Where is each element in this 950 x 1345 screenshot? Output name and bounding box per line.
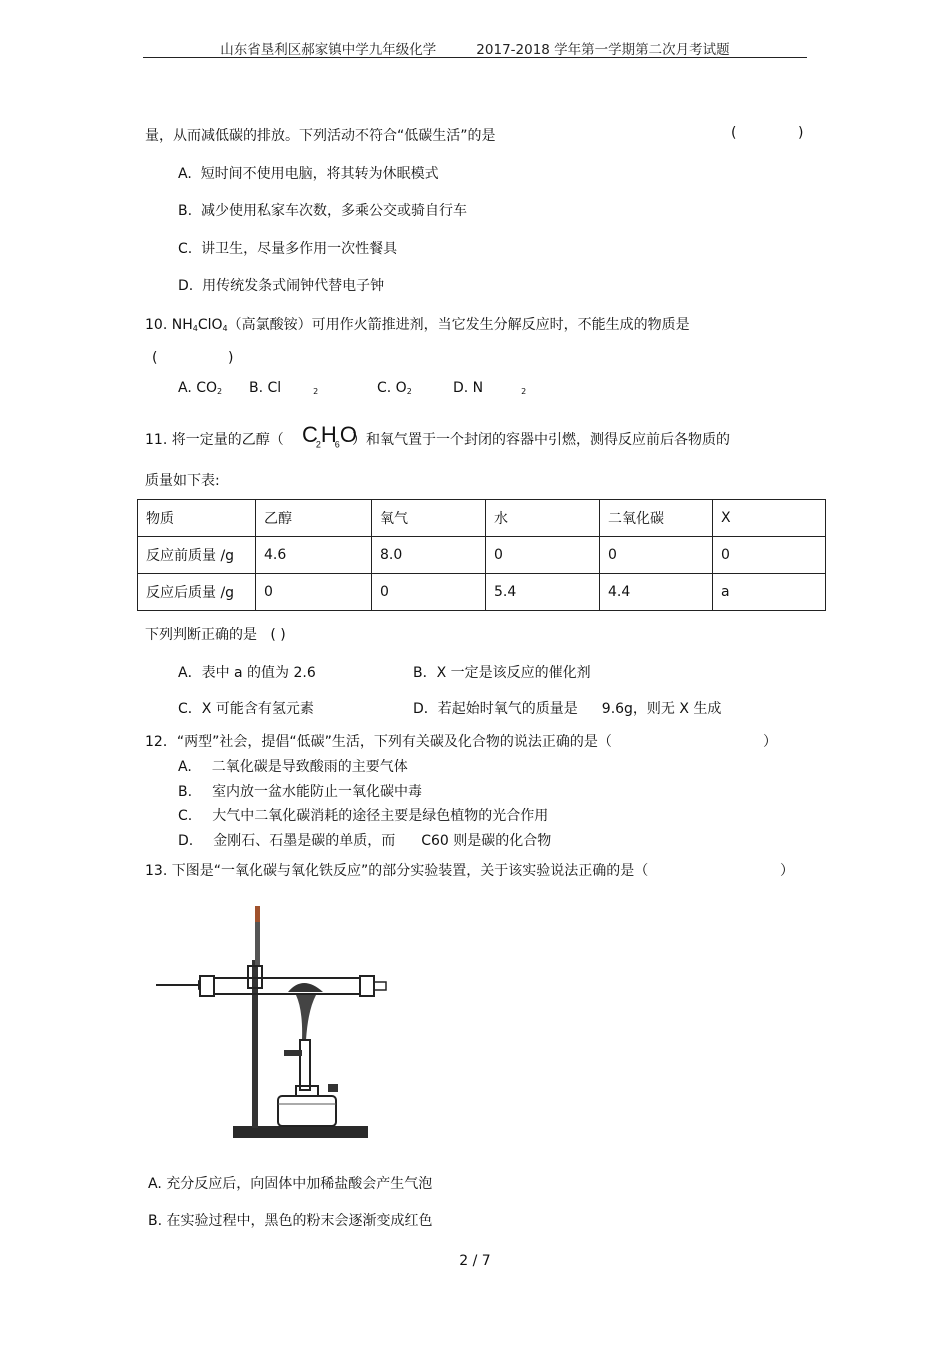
table-cell: 反应前质量 /g xyxy=(138,537,256,574)
q13-option-a: A. 充分反应后，向固体中加稀盐酸会产生气泡 xyxy=(148,1176,433,1192)
table-cell: X xyxy=(713,500,826,537)
q10-paren-open: ( xyxy=(152,350,158,366)
table-row xyxy=(138,574,826,611)
q11-option-a: A．表中 a 的值为 2.6 xyxy=(178,665,316,681)
q9-paren-open: ( xyxy=(731,125,737,141)
ethanol-formula: $C_2H_6O$ xyxy=(302,422,355,450)
table-cell: 物质 xyxy=(138,500,256,537)
q10-option-c: C. $O_2$ xyxy=(377,380,412,396)
q11-follow: 下列判断正确的是 ( ) xyxy=(145,627,286,643)
q11-stem-part3: 质量如下表: xyxy=(145,473,220,489)
mass-table xyxy=(137,499,826,611)
q11-stem-part2: ）和氧气置于一个封闭的容器中引燃，测得反应前后各物质的 xyxy=(352,432,730,448)
q10-paren-close: ) xyxy=(228,350,234,366)
q12-option-c: C. 大气中二氧化碳消耗的途径主要是绿色植物的光合作用 xyxy=(178,808,549,824)
header-school: 山东省垦利区郝家镇中学九年级化学 xyxy=(220,42,437,58)
q13-stem: 13. 下图是“一氧化碳与氧化铁反应”的部分实验装置，关于该实验说法正确的是（ xyxy=(145,863,649,879)
table-cell: 水 xyxy=(486,500,600,537)
table-cell: 5.4 xyxy=(486,574,600,611)
q10-option-d: D. N $_2$ xyxy=(453,380,527,396)
q9-option-b: B. 减少使用私家车次数，多乘公交或骑自行车 xyxy=(178,203,467,219)
table-cell: a xyxy=(713,574,826,611)
q13-option-b: B. 在实验过程中，黑色的粉末会逐渐变成红色 xyxy=(148,1213,433,1229)
table-cell: 二氧化碳 xyxy=(600,500,713,537)
table-cell: 4.6 xyxy=(256,537,372,574)
q13-paren-close: ） xyxy=(780,863,794,879)
q9-option-c: C. 讲卫生，尽量多作用一次性餐具 xyxy=(178,241,398,257)
q11-stem-part1: 11. 将一定量的乙醇（ xyxy=(145,432,284,448)
page-number: 2 / 7 xyxy=(459,1253,491,1269)
q12-stem: 12．“两型”社会，提倡“低碳”生活，下列有关碳及化合物的说法正确的是（ xyxy=(145,734,612,750)
table-cell: 乙醇 xyxy=(256,500,372,537)
q9-paren-close: ) xyxy=(798,125,804,141)
q11-option-d: D．若起始时氧气的质量是 9.6g，则无 X 生成 xyxy=(413,701,722,717)
page-header xyxy=(0,38,950,58)
table-row xyxy=(138,537,826,574)
table-cell: 4.4 xyxy=(600,574,713,611)
q11-option-c: C．X 可能含有氢元素 xyxy=(178,701,314,717)
table-cell: 0 xyxy=(713,537,826,574)
table-cell: 0 xyxy=(600,537,713,574)
header-exam-title: 2017-2018 学年第一学期第二次月考试题 xyxy=(476,42,730,58)
q12-option-d: D. 金刚石、石墨是碳的单质，而 C60 则是碳的化合物 xyxy=(178,833,552,849)
table-cell: 氧气 xyxy=(372,500,486,537)
q12-option-a: A. 二氧化碳是导致酸雨的主要气体 xyxy=(178,759,408,775)
header-rule xyxy=(143,57,807,58)
q12-paren-close: ） xyxy=(763,734,777,750)
table-cell: 0 xyxy=(256,574,372,611)
table-header-row xyxy=(138,500,826,537)
q10-option-b: B. Cl $_2$ xyxy=(249,380,319,396)
q9-option-a: A. 短时间不使用电脑，将其转为休眠模式 xyxy=(178,166,439,182)
table-cell: 8.0 xyxy=(372,537,486,574)
table-cell: 0 xyxy=(372,574,486,611)
co-fe2o3-apparatus-figure xyxy=(148,900,388,1150)
q11-option-b: B．X 一定是该反应的催化剂 xyxy=(413,665,591,681)
q10-stem: 10. $NH_4ClO_4$（高氯酸铵）可用作火箭推进剂，当它发生分解反应时，不能生成的物质是 xyxy=(145,317,690,333)
table-cell: 反应后质量 /g xyxy=(138,574,256,611)
q9-stem: 量，从而减低碳的排放。下列活动不符合“低碳生活”的是 xyxy=(145,128,496,144)
q12-option-b: B. 室内放一盆水能防止一氧化碳中毒 xyxy=(178,784,423,800)
table-cell: 0 xyxy=(486,537,600,574)
q9-option-d: D. 用传统发条式闹钟代替电子钟 xyxy=(178,278,385,294)
q10-option-a: A. $CO_2$ xyxy=(178,380,223,396)
